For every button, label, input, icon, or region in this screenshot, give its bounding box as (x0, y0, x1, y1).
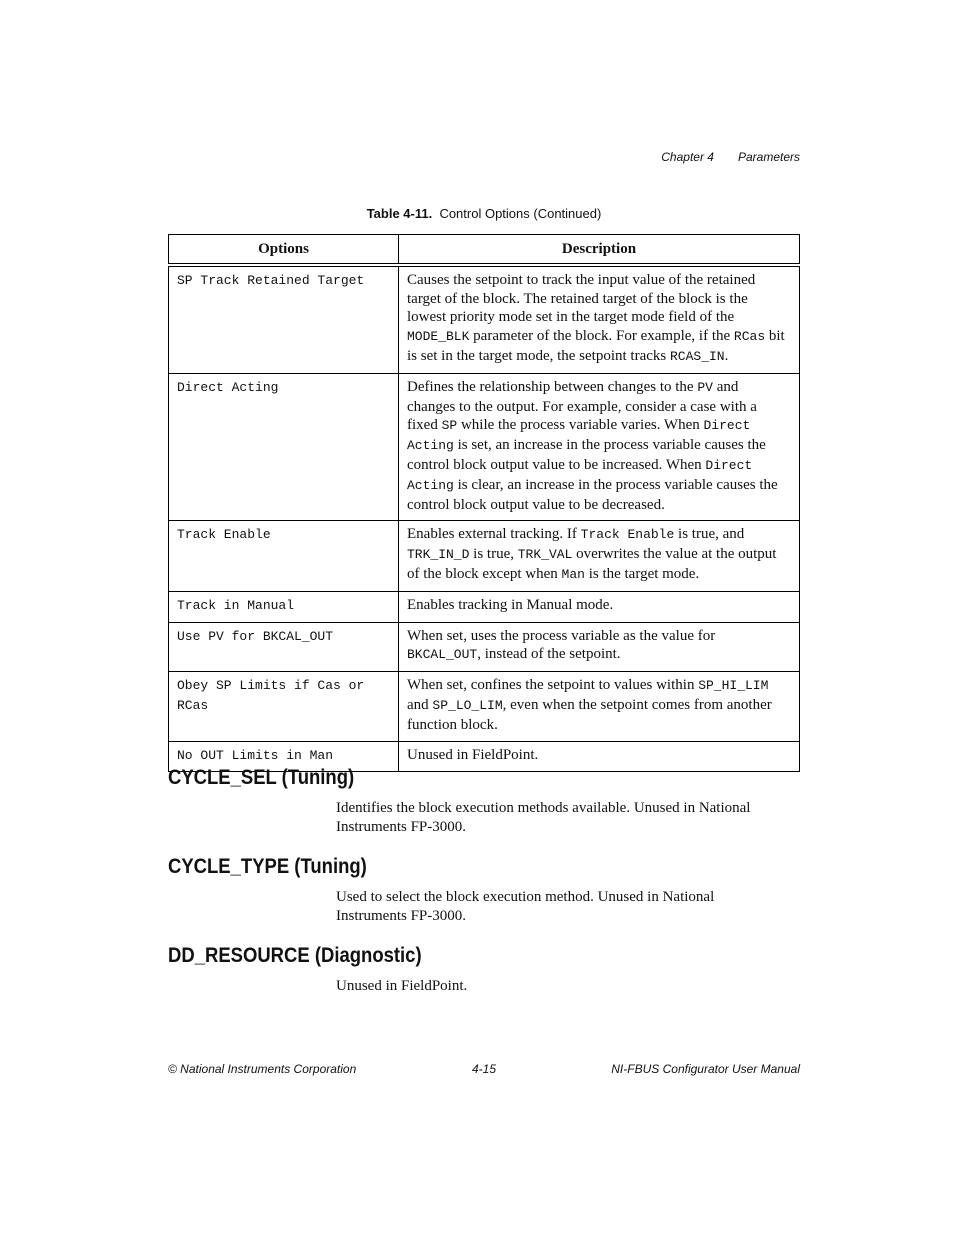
table-row (169, 265, 800, 373)
table-row (169, 373, 800, 521)
description-cell (399, 265, 800, 373)
code-term: Man (561, 566, 585, 582)
header-section: Parameters (737, 150, 800, 164)
description-cell (399, 672, 800, 741)
section-body-cycle-type: Used to select the block execution method. Unused in National Instruments FP-3000. (336, 889, 715, 924)
section-body-dd-resource: Unused in FieldPoint. (336, 978, 468, 994)
description-text: When set, uses the process variable as the value for (407, 627, 716, 644)
description-text: Defines the relationship between changes to the (407, 378, 698, 395)
option-cell (169, 591, 399, 622)
description-text: and (407, 696, 433, 713)
code-term: SP_LO_LIM (432, 697, 503, 713)
description-text: is set, an increase in the process variable causes the control block output value to be increased. When (407, 437, 766, 473)
description-cell (399, 591, 800, 622)
footer-copyright: © National Instruments Corporation (168, 1062, 357, 1076)
option-cell (169, 265, 399, 373)
description-text: parameter of the block. For example, if the (469, 328, 734, 345)
description-text: is clear, an increase in the process variable causes the control block output value to be decreased. (407, 476, 778, 513)
description-text: , even when the setpoint comes from another function block. (407, 696, 772, 733)
control-options-table (168, 234, 800, 772)
option-cell (169, 622, 399, 672)
table-row (169, 622, 800, 672)
column-header-options: Options (169, 235, 399, 265)
code-term: Track Enable (580, 527, 675, 543)
code-term: TRK_IN_D (407, 547, 470, 563)
code-term: RCAS_IN (670, 348, 725, 364)
description-text: and changes to the output. For example, consider a case with a fixed (407, 378, 757, 434)
option-name: Use PV for BKCAL_OUT (177, 628, 334, 644)
code-term: MODE_BLK (407, 329, 470, 345)
description-text: is the target mode. (584, 565, 700, 582)
code-term: BKCAL_OUT (407, 647, 478, 663)
section-title-cycle-sel: CYCLE_SEL (Tuning) (168, 766, 355, 789)
code-term: SP_HI_LIM (698, 678, 769, 694)
table-caption-label: Table 4-11. (366, 206, 433, 221)
table-row (169, 521, 800, 591)
description-cell (399, 521, 800, 591)
description-text: is true, and (674, 526, 745, 543)
option-name: Track in Manual (177, 597, 295, 613)
option-name: Obey SP Limits if Cas or RCas (177, 678, 365, 713)
code-term: Direct Acting (407, 418, 751, 454)
description-text: is true, (469, 546, 518, 563)
description-text: . (724, 347, 729, 364)
section-body-cycle-sel: Identifies the block execution methods available. Unused in National Instruments FP-3000. (336, 800, 751, 835)
code-term: PV (697, 379, 713, 395)
description-text: bit is set in the target mode, the setpoint tracks (407, 328, 785, 364)
option-name: Direct Acting (177, 379, 279, 395)
option-cell (169, 672, 399, 741)
table-row (169, 672, 800, 741)
description-text: Enables tracking in Manual mode. (407, 596, 614, 613)
column-header-description: Description (399, 235, 800, 265)
description-text: while the process variable varies. When (457, 417, 704, 434)
description-cell (399, 741, 800, 772)
option-cell (169, 373, 399, 521)
code-term: RCas (733, 329, 766, 345)
code-term: TRK_VAL (517, 547, 573, 563)
description-text: When set, confines the setpoint to values within (407, 677, 699, 694)
option-cell (169, 521, 399, 591)
table-caption-text: Control Options (Continued) (439, 206, 602, 221)
option-name: SP Track Retained Target (177, 272, 365, 288)
table-body (169, 265, 800, 772)
table-row (169, 591, 800, 622)
footer-page-number: 4-15 (472, 1062, 497, 1076)
description-text: overwrites the value at the output of the block except when (407, 546, 777, 582)
section-title-dd-resource: DD_RESOURCE (Diagnostic) (168, 944, 422, 967)
description-text: Causes the setpoint to track the input value of the retained target of the block. The retained target of the block is the lowest priority mode set in the target mode field of the (407, 271, 756, 326)
option-name: Track Enable (177, 527, 271, 543)
option-name: No OUT Limits in Man (177, 747, 334, 763)
description-text: Enables external tracking. If (407, 526, 581, 543)
description-text: Unused in FieldPoint. (407, 746, 539, 763)
footer-manual-title: NI-FBUS Configurator User Manual (611, 1062, 800, 1076)
table-caption (168, 206, 800, 221)
table-header-row (169, 235, 800, 265)
description-cell (399, 622, 800, 672)
header-chapter: Chapter 4 (661, 150, 714, 164)
section-title-cycle-type: CYCLE_TYPE (Tuning) (168, 855, 367, 878)
running-header (661, 150, 800, 164)
description-text: , instead of the setpoint. (477, 646, 621, 663)
code-term: SP (441, 418, 458, 434)
description-cell (399, 373, 800, 521)
code-term: Direct Acting (407, 457, 753, 493)
